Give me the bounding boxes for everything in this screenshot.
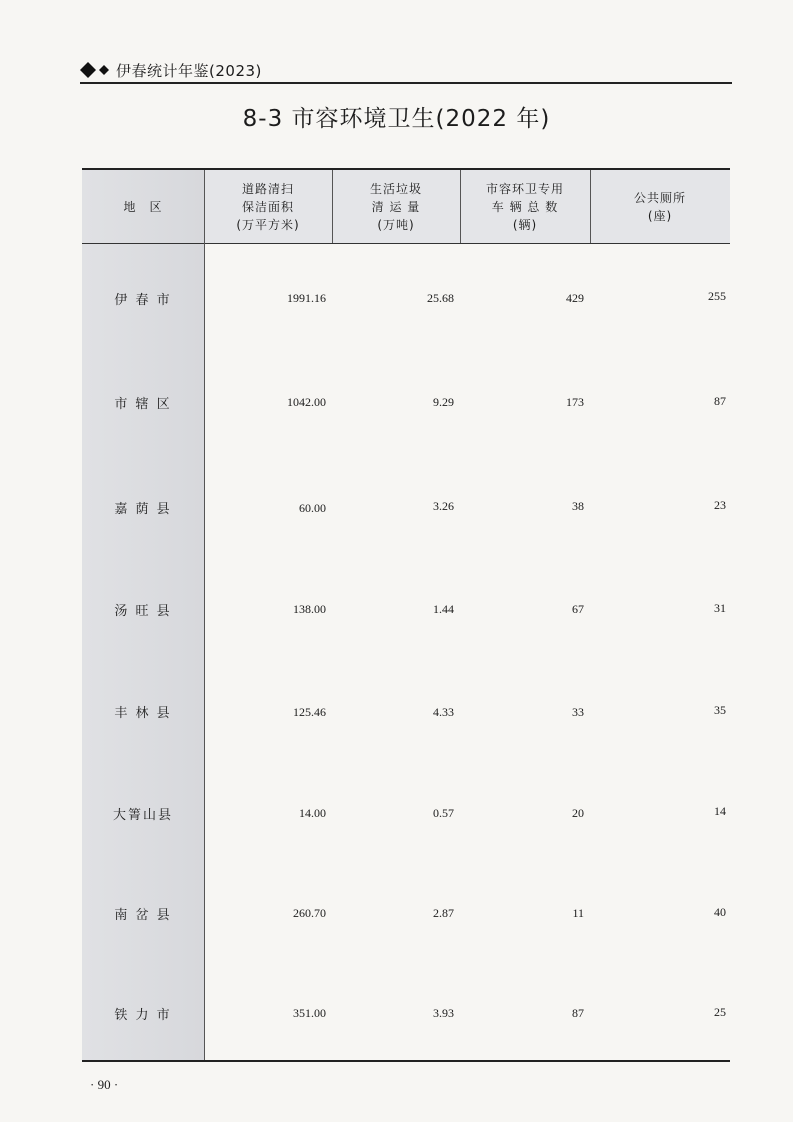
cell-road-area: 260.70 [293, 906, 326, 920]
header-rule [80, 82, 732, 84]
cell-toilets: 255 [708, 289, 726, 303]
column-header-line: 清 运 量 [371, 199, 421, 214]
column-header-line: 市容环卫专用 [485, 181, 564, 196]
cell-toilets: 40 [714, 905, 726, 919]
double-diamond-icon [80, 62, 114, 78]
column-header-road-area [204, 170, 332, 243]
row-label: 南 岔 县 [114, 908, 172, 923]
row-label: 汤 旺 县 [114, 604, 172, 619]
column-header-line: 地 区 [123, 199, 163, 214]
table-bottom-rule [82, 1060, 730, 1062]
cell-garbage: 3.93 [433, 1006, 454, 1020]
cell-vehicles: 38 [572, 499, 584, 513]
cell-road-area: 125.46 [293, 705, 326, 719]
column-header-toilets [590, 170, 730, 243]
cell-toilets: 87 [714, 394, 726, 408]
sanitation-table [82, 168, 730, 1062]
column-divider [204, 170, 205, 1060]
column-header-line: 车 辆 总 数 [491, 199, 559, 214]
cell-vehicles: 429 [566, 291, 584, 305]
row-label: 铁 力 市 [114, 1008, 172, 1023]
cell-garbage: 9.29 [433, 395, 454, 409]
cell-road-area: 14.00 [299, 806, 326, 820]
column-header-line: 公共厕所 [633, 190, 686, 205]
table-header-rule [82, 243, 730, 244]
cell-road-area: 138.00 [293, 602, 326, 616]
column-header-line: 生活垃圾 [369, 181, 422, 196]
cell-toilets: 14 [714, 804, 726, 818]
cell-toilets: 35 [714, 703, 726, 717]
cell-garbage: 0.57 [433, 806, 454, 820]
column-header-region [82, 170, 204, 243]
column-header-line: (座) [647, 208, 673, 223]
column-header-line: (万平方米) [236, 217, 300, 232]
column-header-line: (万吨) [377, 217, 415, 232]
cell-garbage: 25.68 [427, 291, 454, 305]
cell-toilets: 23 [714, 498, 726, 512]
page-title: 8-3 市容环境卫生(2022 年) [242, 106, 551, 132]
row-label: 市 辖 区 [114, 397, 172, 412]
column-header-line: 保洁面积 [241, 199, 294, 214]
cell-vehicles: 67 [572, 602, 584, 616]
cell-road-area: 1042.00 [287, 395, 326, 409]
cell-garbage: 3.26 [433, 499, 454, 513]
cell-toilets: 31 [714, 601, 726, 615]
row-label: 大箐山县 [112, 808, 173, 823]
cell-vehicles: 20 [572, 806, 584, 820]
cell-vehicles: 33 [572, 705, 584, 719]
cell-garbage: 2.87 [433, 906, 454, 920]
row-label: 丰 林 县 [114, 706, 172, 721]
page-number: · 90 · [90, 1077, 119, 1092]
cell-vehicles: 173 [566, 395, 584, 409]
column-header-line: 道路清扫 [241, 181, 294, 196]
running-header [80, 58, 732, 84]
cell-garbage: 1.44 [433, 602, 454, 616]
cell-road-area: 351.00 [293, 1006, 326, 1020]
column-header-garbage [332, 170, 460, 243]
row-label: 伊 春 市 [114, 293, 172, 308]
column-header-line: (辆) [512, 217, 538, 232]
cell-road-area: 1991.16 [287, 291, 326, 305]
cell-garbage: 4.33 [433, 705, 454, 719]
cell-vehicles: 11 [572, 906, 584, 920]
cell-toilets: 25 [714, 1005, 726, 1019]
column-header-vehicles [460, 170, 590, 243]
row-label: 嘉 荫 县 [114, 502, 172, 517]
cell-road-area: 60.00 [299, 501, 326, 515]
cell-vehicles: 87 [572, 1006, 584, 1020]
running-title: 伊春统计年鉴(2023) [116, 62, 262, 80]
